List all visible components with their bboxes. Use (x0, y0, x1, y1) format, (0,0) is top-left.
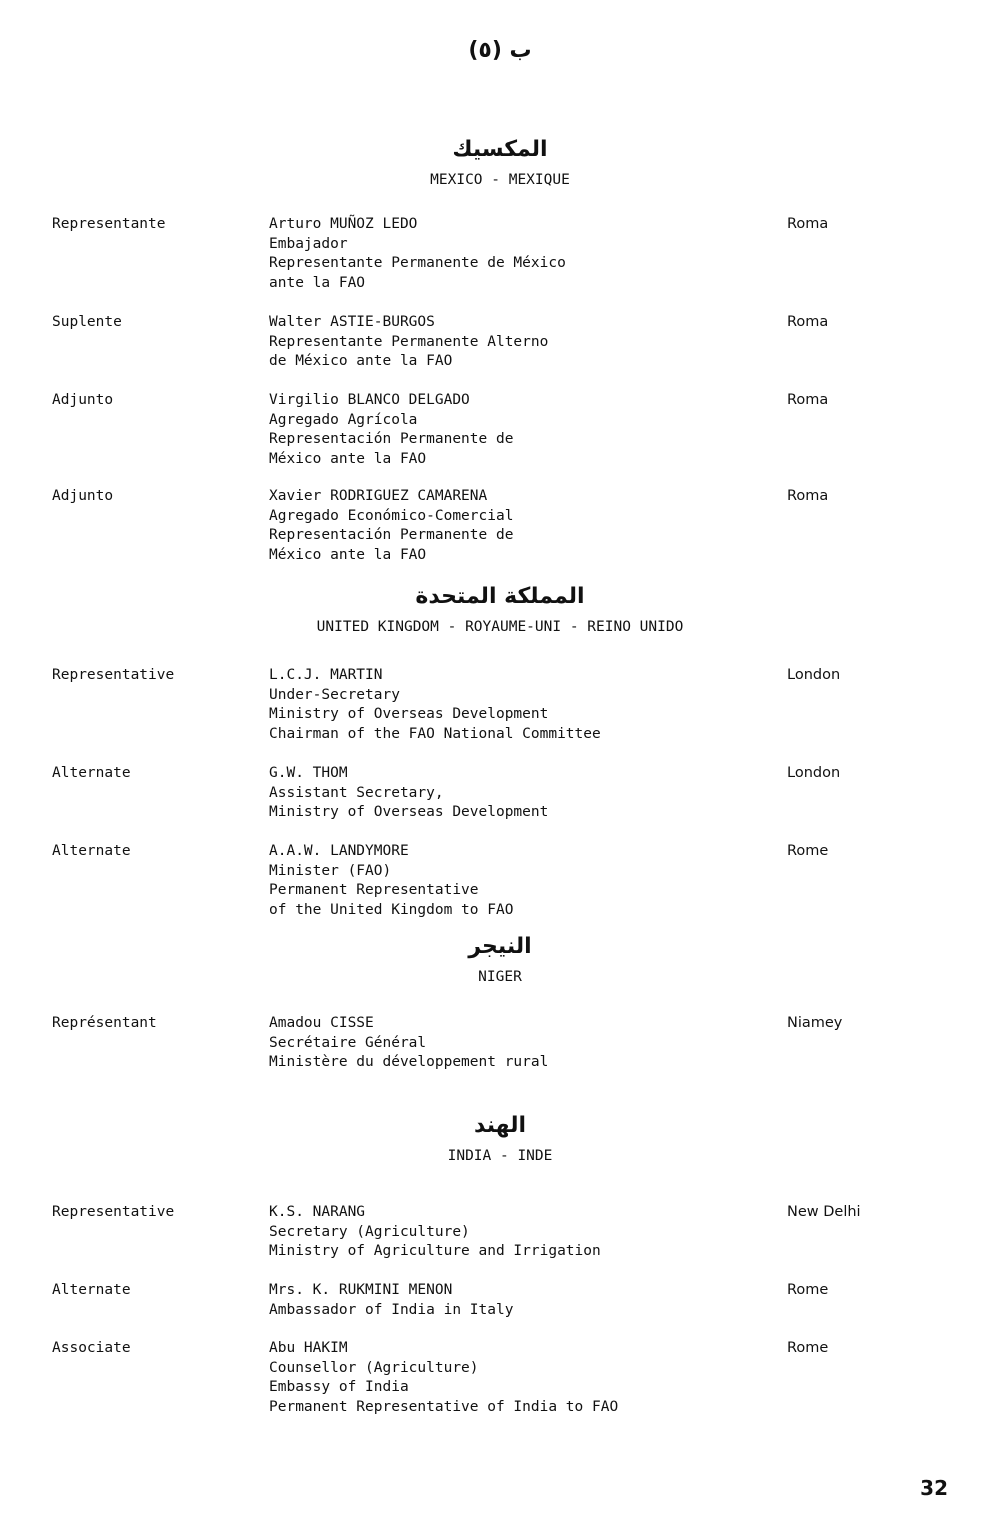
delegate-title-line: Representante Permanente de México (269, 255, 566, 271)
delegate-details (269, 842, 513, 920)
delegate-title-line: México ante la FAO (269, 450, 427, 467)
delegate-role: Associate (52, 1340, 131, 1356)
delegate-name: Abu HAKIM (269, 1340, 348, 1356)
country-section (0, 1112, 1000, 1166)
delegate-title-line: Representación Permanente de (269, 527, 514, 543)
delegate-title-line: Chairman of the FAO National Committee (269, 725, 601, 742)
delegate-name: Mrs. K. RUKMINI MENON (269, 1282, 453, 1298)
delegate-role: Alternate (52, 843, 131, 859)
delegate-city: London (787, 765, 841, 781)
delegate-title-line: Agregado Económico-Comercial (269, 507, 514, 524)
country-name-arabic: المكسيك (452, 137, 548, 162)
delegate-title-line: Minister (FAO) (269, 862, 392, 879)
delegate-title-line: de México ante la FAO (269, 353, 453, 369)
delegate-name: Xavier RODRIGUEZ CAMARENA (269, 488, 488, 504)
delegate-name: Arturo MUÑOZ LEDO (269, 216, 418, 232)
delegate-title-line: Ministry of Overseas Development (269, 804, 549, 820)
delegate-details (269, 391, 513, 469)
delegate-city: Roma (787, 392, 829, 408)
delegate-role: Alternate (52, 1282, 131, 1298)
delegate-title-line: Permanent Representative of India to FAO (269, 1398, 619, 1415)
delegate-name: Virgilio BLANCO DELGADO (269, 392, 470, 408)
delegate-role: Adjunto (52, 488, 114, 504)
delegate-details (269, 313, 548, 372)
country-name: NIGER (478, 969, 522, 985)
delegate-title-line: ante la FAO (269, 274, 366, 291)
country-name-arabic: النيجر (468, 934, 532, 959)
delegate-title-line: Secretary (Agriculture) (269, 1223, 470, 1240)
delegate-city: New Delhi (787, 1204, 861, 1220)
delegate-title-line: Ministère du développement rural (269, 1054, 549, 1070)
country-name-arabic: الهند (473, 1113, 526, 1138)
delegate-details (269, 1281, 513, 1320)
delegate-name: L.C.J. MARTIN (269, 667, 383, 683)
delegate-title-line: Embassy of India (269, 1379, 409, 1395)
country-section (0, 933, 1000, 987)
delegate-role: Représentant (52, 1015, 157, 1031)
delegate-title-line: Permanent Representative (269, 882, 479, 898)
page-number: 32 (920, 1476, 948, 1500)
delegate-title-line: Embajador (269, 235, 348, 252)
delegate-title-line: Ambassador of India in Italy (269, 1301, 514, 1318)
delegate-role: Adjunto (52, 392, 114, 408)
country-name: UNITED KINGDOM - ROYAUME-UNI - REINO UNIDO (316, 619, 684, 635)
delegate-name: A.A.W. LANDYMORE (269, 843, 409, 859)
delegate-city: Niamey (787, 1015, 843, 1031)
delegate-details (269, 215, 566, 293)
delegate-title-line: Ministry of Overseas Development (269, 706, 549, 722)
delegate-name: G.W. THOM (269, 765, 348, 781)
delegate-details (269, 764, 548, 823)
delegate-role: Representative (52, 667, 175, 683)
delegate-title-line: Counsellor (Agriculture) (269, 1359, 479, 1376)
country-name: INDIA - INDE (447, 1148, 553, 1164)
country-section (0, 136, 1000, 190)
delegate-name: Amadou CISSE (269, 1015, 374, 1031)
delegate-city: Roma (787, 488, 829, 504)
delegate-title-line: Secrétaire Général (269, 1034, 427, 1051)
delegate-role: Alternate (52, 765, 131, 781)
delegate-role: Representative (52, 1204, 175, 1220)
delegate-title-line: Ministry of Agriculture and Irrigation (269, 1243, 601, 1259)
delegate-role: Representante (52, 216, 166, 232)
delegate-title-line: Agregado Agrícola (269, 411, 418, 428)
delegate-details (269, 1339, 618, 1417)
country-name-arabic: المملكة المتحدة (415, 584, 585, 609)
delegate-details (269, 666, 601, 744)
country-section (0, 583, 1000, 637)
delegate-name: K.S. NARANG (269, 1204, 366, 1220)
delegate-title-line: of the United Kingdom to FAO (269, 901, 514, 918)
delegate-city: Roma (787, 216, 829, 232)
delegate-city: Roma (787, 314, 829, 330)
page-header: ب (٥) (468, 38, 532, 63)
delegate-details (269, 487, 513, 565)
delegate-name: Walter ASTIE-BURGOS (269, 314, 435, 330)
delegate-details (269, 1203, 601, 1262)
delegate-title-line: México ante la FAO (269, 546, 427, 563)
delegate-title-line: Under-Secretary (269, 686, 400, 703)
delegate-city: London (787, 667, 841, 683)
delegate-city: Rome (787, 843, 829, 859)
country-name: MEXICO - MEXIQUE (430, 172, 570, 188)
delegate-title-line: Representación Permanente de (269, 431, 514, 447)
delegate-city: Rome (787, 1282, 829, 1298)
delegate-details (269, 1014, 548, 1073)
delegate-title-line: Assistant Secretary, (269, 784, 444, 801)
delegate-title-line: Representante Permanente Alterno (269, 333, 549, 350)
delegate-city: Rome (787, 1340, 829, 1356)
delegate-role: Suplente (52, 314, 122, 330)
